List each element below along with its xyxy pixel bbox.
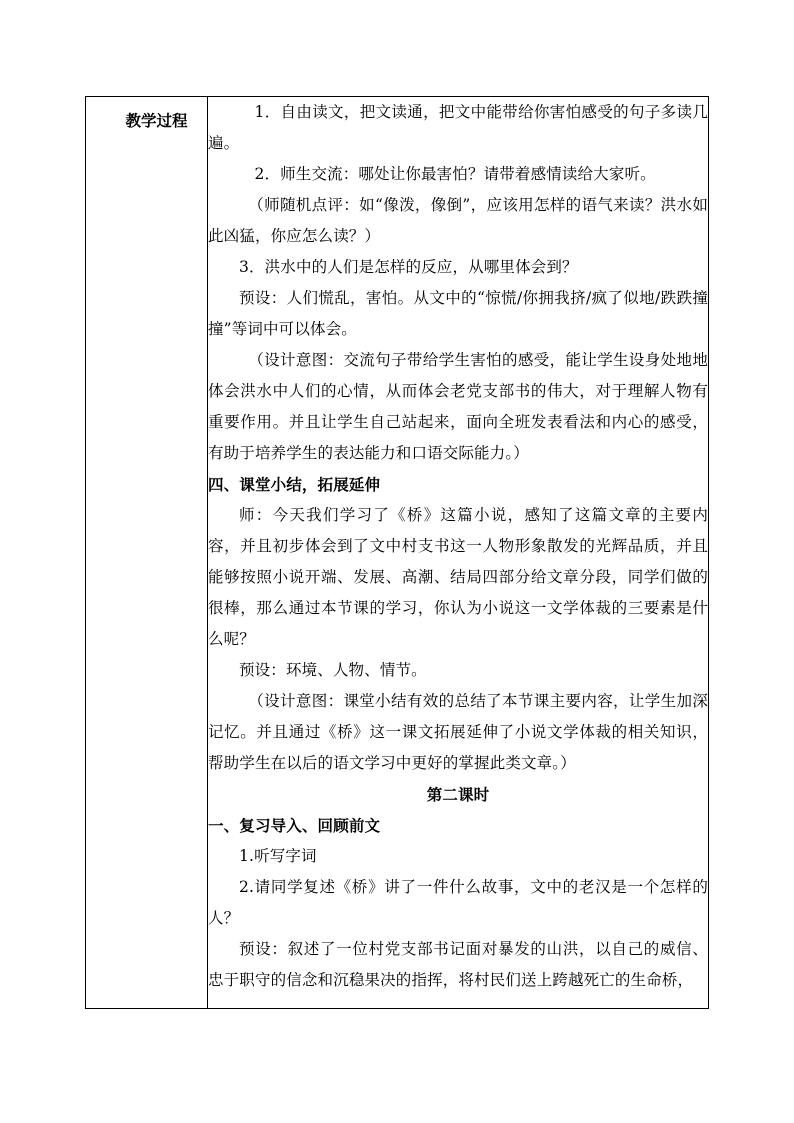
paragraph: 四、课堂小结，拓展延伸 [208,475,381,494]
lesson-plan-table [85,96,709,1009]
paragraph: 2.请同学复述《桥》讲了一件什么故事，文中的老汉是一个怎样的人？ [208,878,708,927]
paragraph: 师：今天我们学习了《桥》这篇小说，感知了这篇文章的主要内容，并且初步体会到了文中村支书这一人物形象散发的光辉品质，并且能够按照小说开端、发展、高潮、结局四部分给文章分段，同学们做的很棒，那么通过本节课的学习，你认为小说这一文学体裁的三要素是什么呢？ [208,506,708,648]
paragraph: 1．自由读文，把文读通，把文中能带给你害怕感受的句子多读几遍。 [208,103,708,152]
section-label: 教学过程 [125,111,188,130]
paragraph: 3．洪水中的人们是怎样的反应，从哪里体会到？ [239,258,578,276]
paragraph: 2．师生交流：哪处让你最害怕？请带着感情读给大家听。 [254,165,656,183]
paragraph: （设计意图：交流句子带给学生害怕的感受，能让学生设身处地地体会洪水中人们的心情，从而体会老党支部书的伟大，对于理解人物有重要作用。并且让学生自己站起来，面向全班发表看法和内心的感受，有助于培养学生的表达能力和口语交际能力。） [208,351,708,462]
paragraph: 1.听写字词 [239,847,317,865]
paragraph: （师随机点评：如“像泼，像倒”，应该用怎样的语气来读？洪水如此凶猛，你应怎么读？） [208,196,708,245]
paragraph: 预设：人们慌乱，害怕。从文中的“惊慌/你拥我挤/疯了似地/跌跌撞撞”等词中可以体会。 [208,289,708,338]
paragraph: 第二课时 [426,785,490,804]
lesson-content [208,97,708,996]
paragraph: 一、复习导入、回顾前文 [208,816,381,835]
label-cell [86,97,208,1009]
content-cell [208,97,709,1009]
paragraph: 预设：叙述了一位村党支部书记面对暴发的山洪，以自己的威信、忠于职守的信念和沉稳果决的指挥，将村民们送上跨越死亡的生命桥， [208,940,708,989]
table-row [86,97,709,1009]
paragraph: 预设：环境、人物、情节。 [239,661,427,679]
paragraph: （设计意图：课堂小结有效的总结了本节课主要内容，让学生加深记忆。并且通过《桥》这一课文拓展延伸了小说文学体裁的相关知识，帮助学生在以后的语文学习中更好的掌握此类文章。） [208,692,708,772]
